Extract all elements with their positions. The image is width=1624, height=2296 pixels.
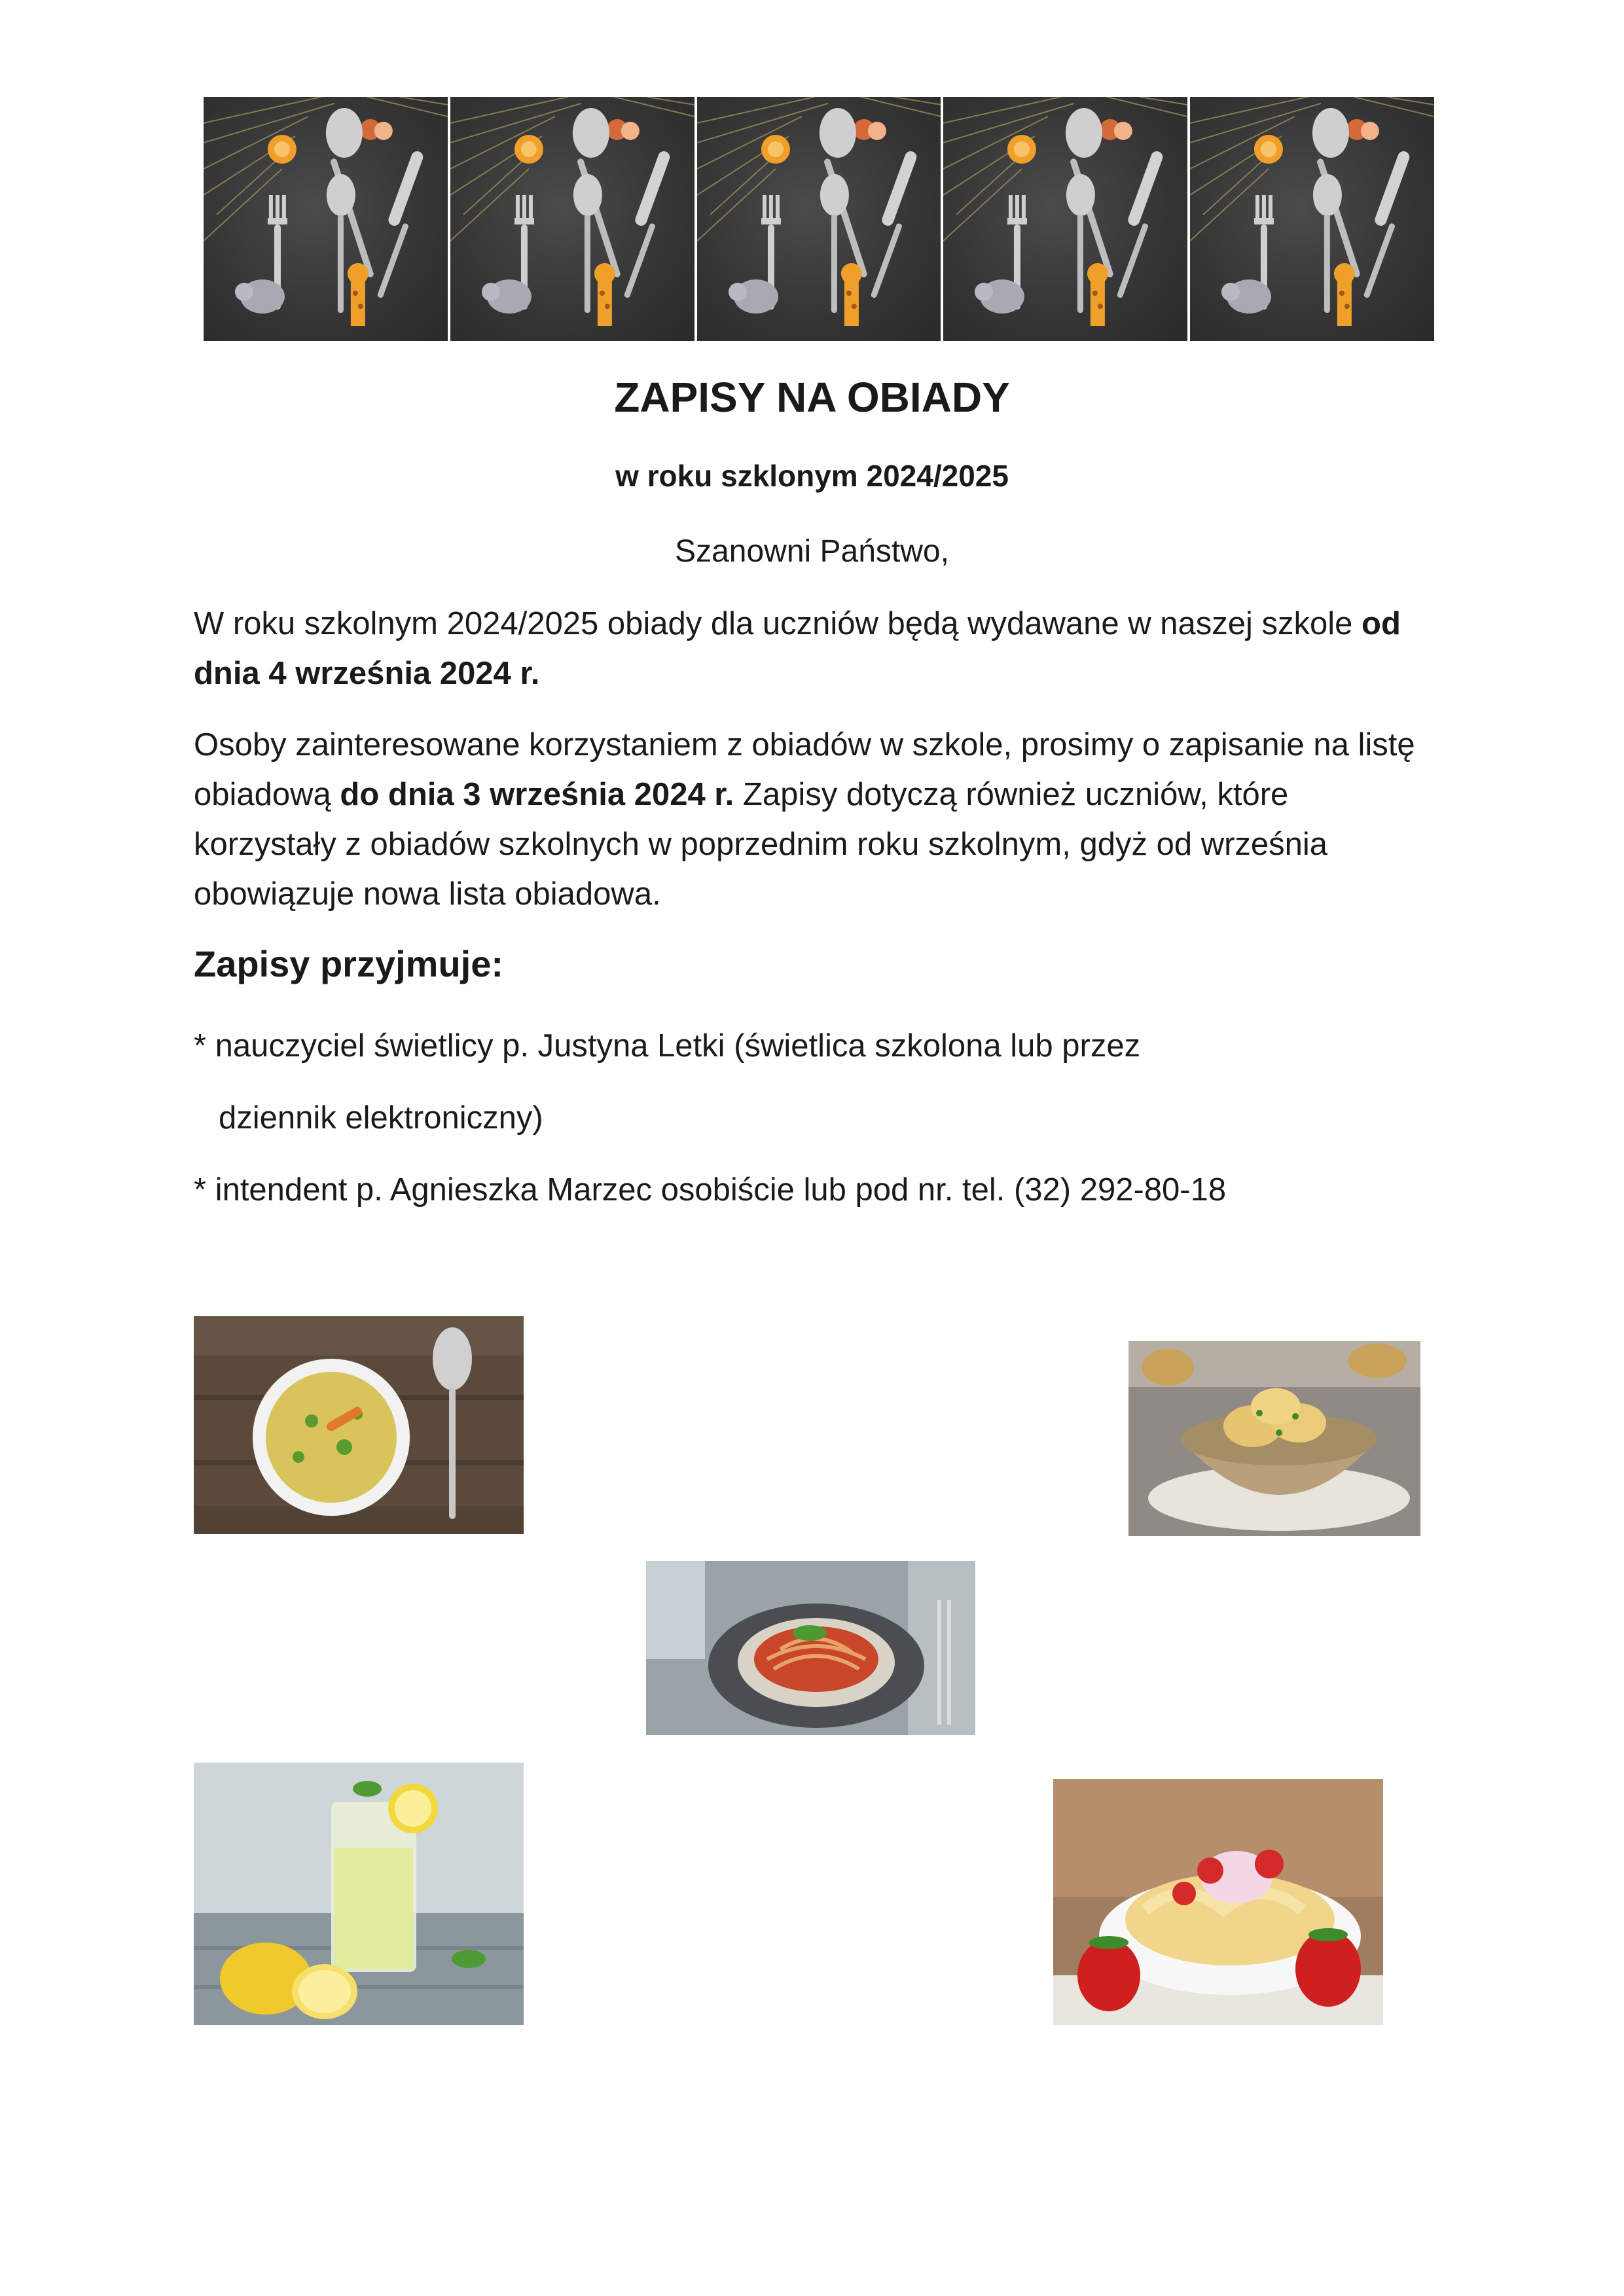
page-subtitle: w roku szklonym 2024/2025	[615, 459, 1009, 493]
header-banner	[204, 97, 1434, 341]
banner-tile	[450, 97, 695, 341]
contact-line: * nauczyciel świetlicy p. Justyna Letki (świetlica szkolona lub przez	[194, 1028, 1141, 1064]
dessert-photo	[1053, 1779, 1383, 2025]
banner-tile	[697, 97, 941, 341]
contact-line: dziennik elektroniczny)	[219, 1100, 543, 1136]
page-title: ZAPISY NA OBIADY	[614, 374, 1010, 421]
potatoes-photo	[1128, 1341, 1420, 1536]
paragraph-text: W roku szkolnym 2024/2025 obiady dla uczniów będą wydawane w naszej szkole	[194, 606, 1362, 641]
banner-tile	[1190, 97, 1434, 341]
start-date-highlight: od dnia 4 września 2024 r.	[194, 606, 1401, 691]
soup-photo	[194, 1316, 524, 1534]
spaghetti-photo	[646, 1561, 975, 1735]
banner-tile	[943, 97, 1187, 341]
paragraph-start-date	[194, 599, 1437, 698]
paragraph-text: Osoby zainteresowane korzystaniem z obiadów w szkole, prosimy o zapisanie na listę obiadową	[194, 727, 1415, 812]
banner-tile	[204, 97, 448, 341]
paragraph-text: Zapisy dotyczą również uczniów, które korzystały z obiadów szkolnych w poprzednim roku szkolnym, gdyż od września obowiązuje nowa lista obiadowa.	[194, 777, 1328, 912]
section-heading: Zapisy przyjmuje:	[194, 943, 504, 984]
lemonade-photo	[194, 1763, 524, 2025]
greeting: Szanowni Państwo,	[675, 534, 949, 569]
paragraph-deadline	[194, 720, 1437, 919]
deadline-highlight: do dnia 3 września 2024 r.	[340, 777, 734, 812]
contact-line: * intendent p. Agnieszka Marzec osobiście lub pod nr. tel. (32) 292-80-18	[194, 1172, 1227, 1208]
